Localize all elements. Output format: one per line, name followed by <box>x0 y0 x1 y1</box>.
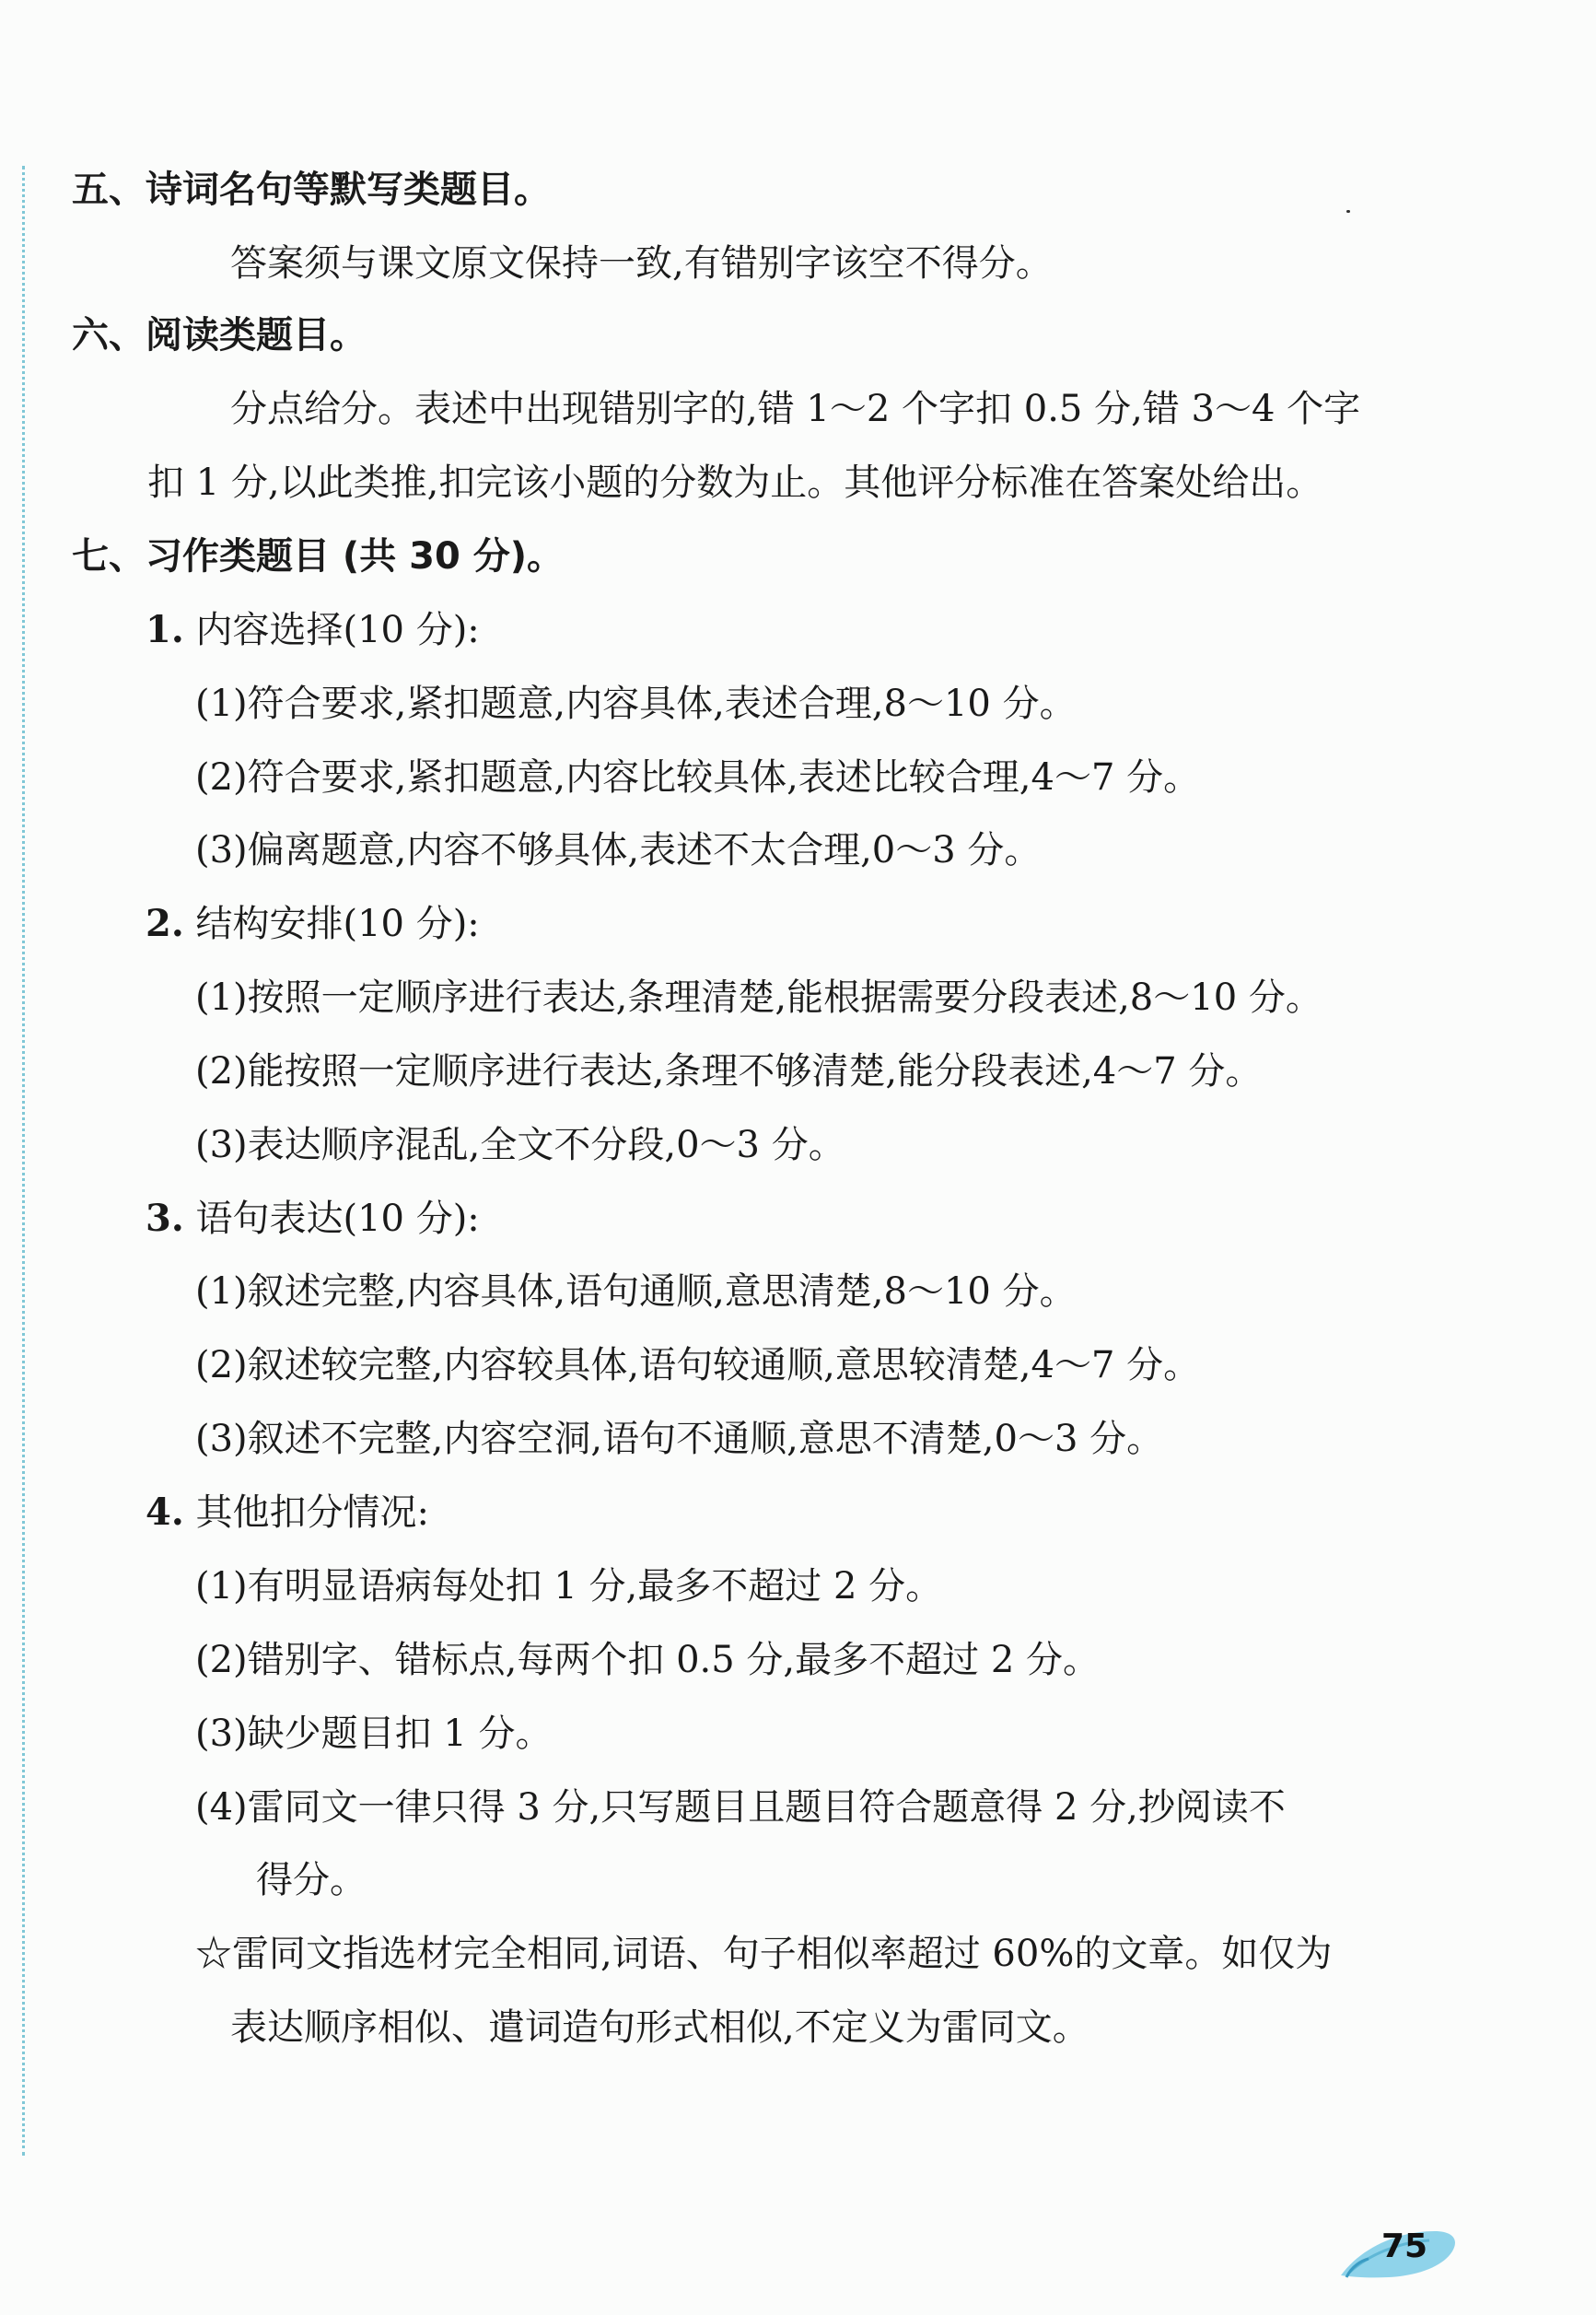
item-3-title: 3. 语句表达(10 分): <box>146 1197 480 1240</box>
section-5-heading: 五、诗词名句等默写类题目。 <box>72 169 551 211</box>
section-5-text: 答案须与课文原文保持一致,有错别字该空不得分。 <box>230 242 1053 285</box>
item-3-line-2: (2)叙述较完整,内容较具体,语句较通顺,意思较清楚,4～7 分。 <box>195 1344 1201 1386</box>
item-1-line-3: (3)偏离题意,内容不够具体,表述不太合理,0～3 分。 <box>195 829 1042 871</box>
item-1-line-1: (1)符合要求,紧扣题意,内容具体,表述合理,8～10 分。 <box>195 683 1077 725</box>
note-line-1: ☆雷同文指选材完全相同,词语、句子相似率超过 60%的文章。如仅为 <box>195 1933 1333 1975</box>
section-7-heading: 七、习作类题目 (共 30 分)。 <box>72 535 565 578</box>
item-4-line-1: (1)有明显语病每处扣 1 分,最多不超过 2 分。 <box>195 1565 943 1608</box>
section-6-text-1: 分点给分。表述中出现错别字的,错 1～2 个字扣 0.5 分,错 3～4 个字 <box>230 388 1361 430</box>
section-6-text-2: 扣 1 分,以此类推,扣完该小题的分数为止。其他评分标准在答案处给出。 <box>147 462 1323 504</box>
item-2-line-1: (1)按照一定顺序进行表达,条理清楚,能根据需要分段表述,8～10 分。 <box>195 976 1322 1019</box>
note-line-2: 表达顺序相似、遣词造句形式相似,不定义为雷同文。 <box>230 2006 1089 2049</box>
item-4-line-2: (2)错别字、错标点,每两个扣 0.5 分,最多不超过 2 分。 <box>195 1639 1101 1681</box>
item-1-number: 1. <box>146 608 184 651</box>
item-2-number: 2. <box>146 902 184 945</box>
item-4-title: 4. 其他扣分情况: <box>146 1491 429 1534</box>
item-3-line-3: (3)叙述不完整,内容空洞,语句不通顺,意思不清楚,0～3 分。 <box>195 1418 1164 1460</box>
item-4-line-3: (3)缺少题目扣 1 分。 <box>195 1713 553 1755</box>
item-3-line-1: (1)叙述完整,内容具体,语句通顺,意思清楚,8～10 分。 <box>195 1270 1077 1313</box>
item-2-line-3: (3)表达顺序混乱,全文不分段,0～3 分。 <box>195 1124 845 1166</box>
margin-dotted-line <box>22 166 25 2156</box>
section-6-heading: 六、阅读类题目。 <box>72 314 367 357</box>
item-1-line-2: (2)符合要求,紧扣题意,内容比较具体,表述比较合理,4～7 分。 <box>195 756 1201 799</box>
item-1-title: 1. 内容选择(10 分): <box>146 608 480 651</box>
item-4-number: 4. <box>146 1491 184 1534</box>
stray-mark <box>1346 210 1350 213</box>
item-3-number: 3. <box>146 1197 184 1240</box>
item-4-line-4: (4)雷同文一律只得 3 分,只写题目且题目符合题意得 2 分,抄阅读不 <box>195 1786 1286 1829</box>
page-number: 75 <box>1381 2227 1428 2265</box>
item-2-line-2: (2)能按照一定顺序进行表达,条理不够清楚,能分段表述,4～7 分。 <box>195 1050 1263 1093</box>
page-number-badge <box>1334 2211 1462 2294</box>
item-2-title: 2. 结构安排(10 分): <box>146 902 480 945</box>
item-4-line-5: 得分。 <box>256 1859 367 1901</box>
